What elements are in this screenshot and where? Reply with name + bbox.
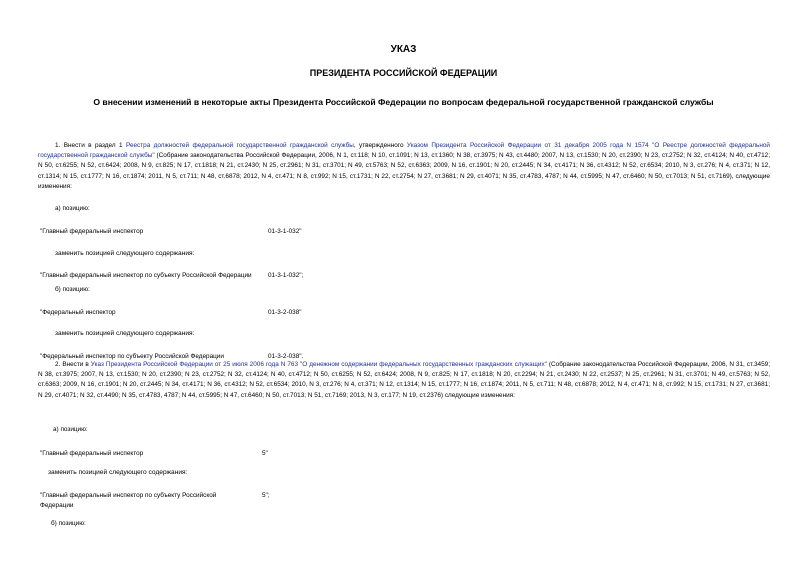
paragraph-2: 2. Внести в Указ Президента Российской Федерации от 25 июля 2006 года N 763 "О денежном содержании федеральных государственных гражданских служащих" (Собрание законодательства Российской Федерации, 2006, N 31, ст.3459; N 38, ст.3975; 2007, N 13, ст.1530; N 20, ст.2390; N 23, ст.2752; N 32, ст.4124; N 40, ст.4712; N 50, ст.6255; N 52, ст.6424; 2008, N 9, ст.825; N 17, ст.1818; N 20, ст.2294; N 21, ст.2430; N 22, ст.2537; N 25, ст.2961; N 31, ст.3701; N 49, ст.5763; N 52, ст.6363; 2009, N 16, ст.1901; N 20, ст.2445; N 34, ст.4171; N 36, ст.4312; N 52, ст.6534; 2010, N 3, ст.276; N 4, ст.371; N 12, ст.1314; N 15, ст.1777; N 16, ст.1874; 2011, N 5, ст.711; N 48, ст.6878; 2012, N 4, ст.471; N 8, ст.992; N 15, ст.1731; N 27, ст.3681; N 29, ст.4071; N 32, ст.4490; N 35, ст.4783, 4787; N 44, ст.5995; N 47, ст.6460; N 50, ст.7013; N 51, ст.7169; 2013, N 3, ст.177; N 19, ст.2376) следующие изменения: bbox=[38, 361, 770, 399]
registry-link[interactable]: Реестра должностей федеральной государственной гражданской службы bbox=[125, 142, 354, 149]
replace-text: заменить позицией следующего содержания: bbox=[55, 330, 195, 337]
paragraph-1: 1. Внести в раздел 1 Реестра должностей федеральной государственной гражданской службы, утвержденного Указом Президента Российской Федерации от 31 декабря 2005 года N 1574 "О Реестре должностей федеральной государственной гражданской службы" (Собрание законодательства Российской Федерации, 2006, N 1, ст.118; N 10, ст.1091; N 13, ст.1360; N 38, ст.3975; N 43, ст.4480; 2007, N 13, ст.1530; N 20, ст.2390; N 23, ст.2752; N 32, ст.4124; N 40, ст.4712; N 50, ст.6255; N 52, ст.6424; 2008, N 9, ст.825; N 17, ст.1818; N 21, ст.2430; N 25, ст.2961; N 31, ст.3701; N 49, ст.5763; N 52, ст.6363; 2009, N 16, ст.1901; N 20, ст.2445; N 34, ст.4171; N 36, ст.4312; N 52, ст.6534; 2010, N 3, ст.276; N 4, ст.371; N 12, ст.1314; N 15, ст.1777; N 16, ст.1874; 2011, N 5, ст.711; N 48, ст.6878; 2012, N 4, ст.471; N 8, ст.992; N 15, ст.1731; N 22, ст.2754; N 27, ст.3681; N 29, ст.4071; N 35, ст.4783, 4787; N 44, ст.5995; N 47, ст.6460; N 50, ст.7013; N 51, ст.7169), следующие изменения: bbox=[38, 142, 770, 190]
decree-763-link[interactable]: Указ Президента Российской Федерации от 25 июля 2006 года N 763 "О денежном содержании федеральных государственных гражданских служащих" bbox=[90, 361, 547, 368]
position-name: "Главный федеральный инспектор по субъекту Российской bbox=[40, 492, 217, 499]
replace-text: заменить позицией следующего содержания: bbox=[48, 469, 188, 476]
item-b-label: б) позицию: bbox=[51, 520, 86, 527]
position-value: 5" bbox=[262, 450, 268, 457]
position-value: 5"; bbox=[262, 492, 270, 499]
doc-heading: О внесении изменений в некоторые акты Президента Российской Федерации по вопросам федеральной государственной гражданской службы bbox=[93, 97, 714, 107]
item-b-label: б) позицию: bbox=[55, 286, 90, 293]
item-a-label: а) позицию: bbox=[55, 205, 90, 212]
position-name: "Главный федеральный инспектор bbox=[40, 450, 144, 457]
replace-text: заменить позицией следующего содержания: bbox=[55, 250, 195, 257]
item-a-label: а) позицию: bbox=[53, 426, 88, 433]
doc-subtitle: ПРЕЗИДЕНТА РОССИЙСКОЙ ФЕДЕРАЦИИ bbox=[309, 68, 498, 78]
position-name-cont: Федерации bbox=[40, 502, 74, 509]
position-name: "Главный федеральный инспектор bbox=[40, 228, 144, 235]
position-name: "Федеральный инспектор по субъекту Российской Федерации bbox=[40, 353, 224, 360]
position-code: 01-3-2-038". bbox=[268, 353, 304, 360]
doc-title: УКАЗ bbox=[390, 44, 417, 55]
decree-1574-link[interactable]: Указом Президента Российской Федерации от 31 декабря 2005 года N 1574 "О Реестре должностей федеральной государственной гражданской службы" bbox=[38, 142, 770, 160]
position-name: "Главный федеральный инспектор по субъекту Российской Федерации bbox=[40, 272, 252, 279]
position-code: 01-3-1-032" bbox=[268, 228, 302, 235]
position-code: 01-3-2-038" bbox=[268, 309, 302, 316]
position-code: 01-3-1-032"; bbox=[268, 272, 304, 279]
position-name: "Федеральный инспектор bbox=[40, 309, 116, 316]
